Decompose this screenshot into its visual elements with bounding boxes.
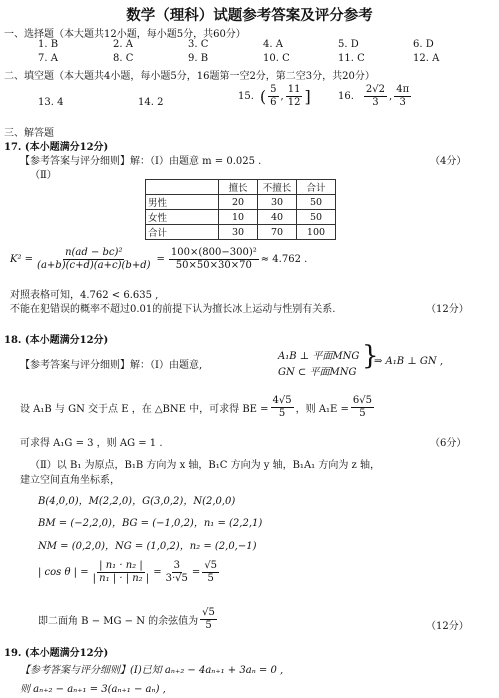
answer-15-frac1: $\frac{5}{6}$ xyxy=(270,84,277,108)
q18-final xyxy=(38,607,219,632)
table-cell: 50 xyxy=(297,195,336,210)
q18-implies: ⇒ A₁B ⊥ GN , xyxy=(374,356,443,367)
q18-line4-score: （6分） xyxy=(430,438,467,449)
table-header-row xyxy=(146,180,336,195)
section3-heading: 三、解答题 xyxy=(4,128,54,139)
q17-conclusion: 不能在犯错误的概率不超过0.01的前提下认为擅长冰上运动与性别有关系. xyxy=(10,304,336,315)
answer-16-sep: , xyxy=(389,91,393,102)
q19-line2: 则 aₙ₊₂ − aₙ₊₁ = 3(aₙ₊₁ − aₙ) , xyxy=(20,684,166,695)
right-brace: } xyxy=(362,341,379,371)
q18-final-text: 即二面角 B − MG − N 的余弦值为 xyxy=(38,616,199,627)
q18-line3 xyxy=(20,395,376,420)
table-row xyxy=(146,225,336,240)
answer-9: 9. B xyxy=(188,53,209,64)
answer-12: 12. A xyxy=(413,53,440,64)
answer-6: 6. D xyxy=(413,39,434,50)
answer-5: 5. D xyxy=(338,39,359,50)
q18-cond2: GN ⊂ 平面MNG xyxy=(278,367,357,378)
table-cell: 40 xyxy=(258,210,297,225)
cos-frac2: $\frac{3}{3\cdot√5}$ xyxy=(165,560,188,584)
k2-frac2: $\frac{\text{100×(800−300)²}}{50\times 50\times 30\times 70}$ xyxy=(170,247,257,271)
table-cell: 70 xyxy=(258,225,297,240)
page-title: 数学（理科）试题参考答案及评分参考 xyxy=(126,8,373,24)
q18-final-score: （12分） xyxy=(426,621,469,632)
table-cell: 30 xyxy=(219,225,258,240)
answer-15-close: ] xyxy=(304,87,311,106)
answer-15 xyxy=(238,84,311,109)
table-cell: 20 xyxy=(219,195,258,210)
choice-answers-row1 xyxy=(38,39,488,50)
q18-line6: 建立空间直角坐标系， xyxy=(20,475,120,486)
answer-4: 4. A xyxy=(263,39,283,50)
answer-11: 11. C xyxy=(338,53,365,64)
answer-15-label: 15. xyxy=(238,91,254,102)
table-cell: 女性 xyxy=(146,210,219,225)
table-cell: 合计 xyxy=(146,225,219,240)
q17-compare: 对照表格可知，4.762 < 6.635 , xyxy=(10,290,159,301)
choice-answers-row2 xyxy=(38,53,488,64)
ae-frac: $\frac{6√5}{5}$ xyxy=(352,395,373,419)
k2-lhs: K² = xyxy=(10,254,34,265)
section1-heading: 一、选择题（本大题共12小题，每小题5分，共60分） xyxy=(4,29,246,40)
table-cell: 10 xyxy=(219,210,258,225)
q18-intro: 【参考答案与评分细则】解：（Ⅰ）由题意, xyxy=(20,360,203,371)
be-frac: $\frac{4√5}{5}$ xyxy=(272,395,292,419)
cos-eq: = xyxy=(153,567,162,578)
q17-conclusion-score: （12分） xyxy=(426,304,469,315)
q18-line3a: 设 A₁B 与 GN 交于点 E ，在 △BNE 中，可求得 BE = xyxy=(20,404,269,415)
final-frac: $\frac{√5}{5}$ xyxy=(202,607,215,631)
q18-vec2: NM = (0,2,0)，NG = (1,0,2)，n₂ = (2,0,−1) xyxy=(38,541,257,552)
answer-2: 2. A xyxy=(113,39,133,50)
table-cell: 不擅长 xyxy=(258,180,297,195)
table-cell: 合计 xyxy=(297,180,336,195)
table-cell: 男性 xyxy=(146,195,219,210)
q18-title: 18. (本小题满分12分) xyxy=(4,335,109,346)
table-row xyxy=(146,210,336,225)
answer-3: 3. C xyxy=(188,39,209,50)
answer-10: 10. C xyxy=(263,53,290,64)
answer-15-frac2: $\frac{11}{12}$ xyxy=(287,84,301,108)
q17-line1-score: （4分） xyxy=(430,156,467,167)
q18-points: B(4,0,0)，M(2,2,0)，G(3,0,2)，N(2,0,0) xyxy=(38,496,236,507)
table-cell: 50 xyxy=(297,210,336,225)
answer-13: 13. 4 xyxy=(38,97,64,108)
k2-formula: K² = $\frac{\text{n(ad − bc)²}}{(a+b)(c+d)(a+c)(b+d)}$ = $\frac{\text{100×(800−300)²}}{50\times 50\times 30\times 70}$ ≈ 4.762 . xyxy=(10,247,308,271)
k2-result: ≈ 4.762 . xyxy=(260,254,308,265)
contingency-table xyxy=(145,179,336,240)
q17-line1: 【参考答案与评分细则】解：（Ⅰ）由题意 m = 0.025 . xyxy=(20,156,262,167)
cos-frac3: $\frac{√5}{5}$ xyxy=(204,560,218,584)
table-cell: 30 xyxy=(258,195,297,210)
answer-15-sep: , xyxy=(280,91,284,102)
table-cell: 100 xyxy=(297,225,336,240)
table-cell xyxy=(146,180,219,195)
answer-16-frac2: $\frac{4\pi}{3}$ xyxy=(396,84,410,108)
answer-7: 7. A xyxy=(38,53,58,64)
q18-line3b: ，则 A₁E = xyxy=(295,404,349,415)
k2-frac1: $\frac{\text{n(ad − bc)²}}{(a+b)(c+d)(a+c)(b+d)}$ xyxy=(37,247,151,271)
answer-16 xyxy=(338,84,413,109)
answer-8: 8. C xyxy=(113,53,134,64)
table-row xyxy=(146,195,336,210)
answer-16-label: 16. xyxy=(338,91,354,102)
answer-16-frac1: $\frac{2√2}{3}$ xyxy=(365,84,386,108)
table-cell: 擅长 xyxy=(219,180,258,195)
answer-15-open: ( xyxy=(259,87,267,106)
q18-vec1: BM = (−2,2,0)，BG = (−1,0,2)，n₁ = (2,2,1) xyxy=(38,518,263,529)
q18-cond1: A₁B ⊥ 平面MNG xyxy=(278,351,360,362)
q17-title: 17. (本小题满分12分) xyxy=(4,142,109,153)
q19-line1: 【参考答案与评分细则】(Ⅰ)已知 aₙ₊₂ − 4aₙ₊₁ + 3aₙ = 0 , xyxy=(20,665,284,676)
q18-line5: （Ⅱ）以 B₁ 为原点，B₁B 方向为 x 轴，B₁C 方向为 y 轴，B₁A₁ 方向为 z 轴， xyxy=(30,460,380,471)
section2-heading: 二、填空题（本大题共4小题，每小题5分，16题第一空2分，第二空3分，共20分） xyxy=(4,71,375,82)
answer-1: 1. B xyxy=(38,39,59,50)
cos-lhs: | cos θ | = xyxy=(38,567,89,578)
cos-frac1: $\frac{\text{| n₁ · n₂ |}}{\text{| n₁ | · | n₂ |}}$ xyxy=(92,560,150,584)
q18-line4: 可求得 A₁G = 3 ，则 AG = 1 . xyxy=(20,438,163,449)
q19-title: 19. (本小题满分12分) xyxy=(4,648,109,659)
q17-part2: （Ⅱ） xyxy=(30,170,57,181)
cos-formula: | cos θ | = $\frac{\text{| n₁ · n₂ |}}{\text{| n₁ | · | n₂ |}}$ = $\frac{3}{3\cdot√5}$ = $\frac{√5}{5}$ xyxy=(38,560,218,584)
answer-14: 14. 2 xyxy=(138,97,164,108)
